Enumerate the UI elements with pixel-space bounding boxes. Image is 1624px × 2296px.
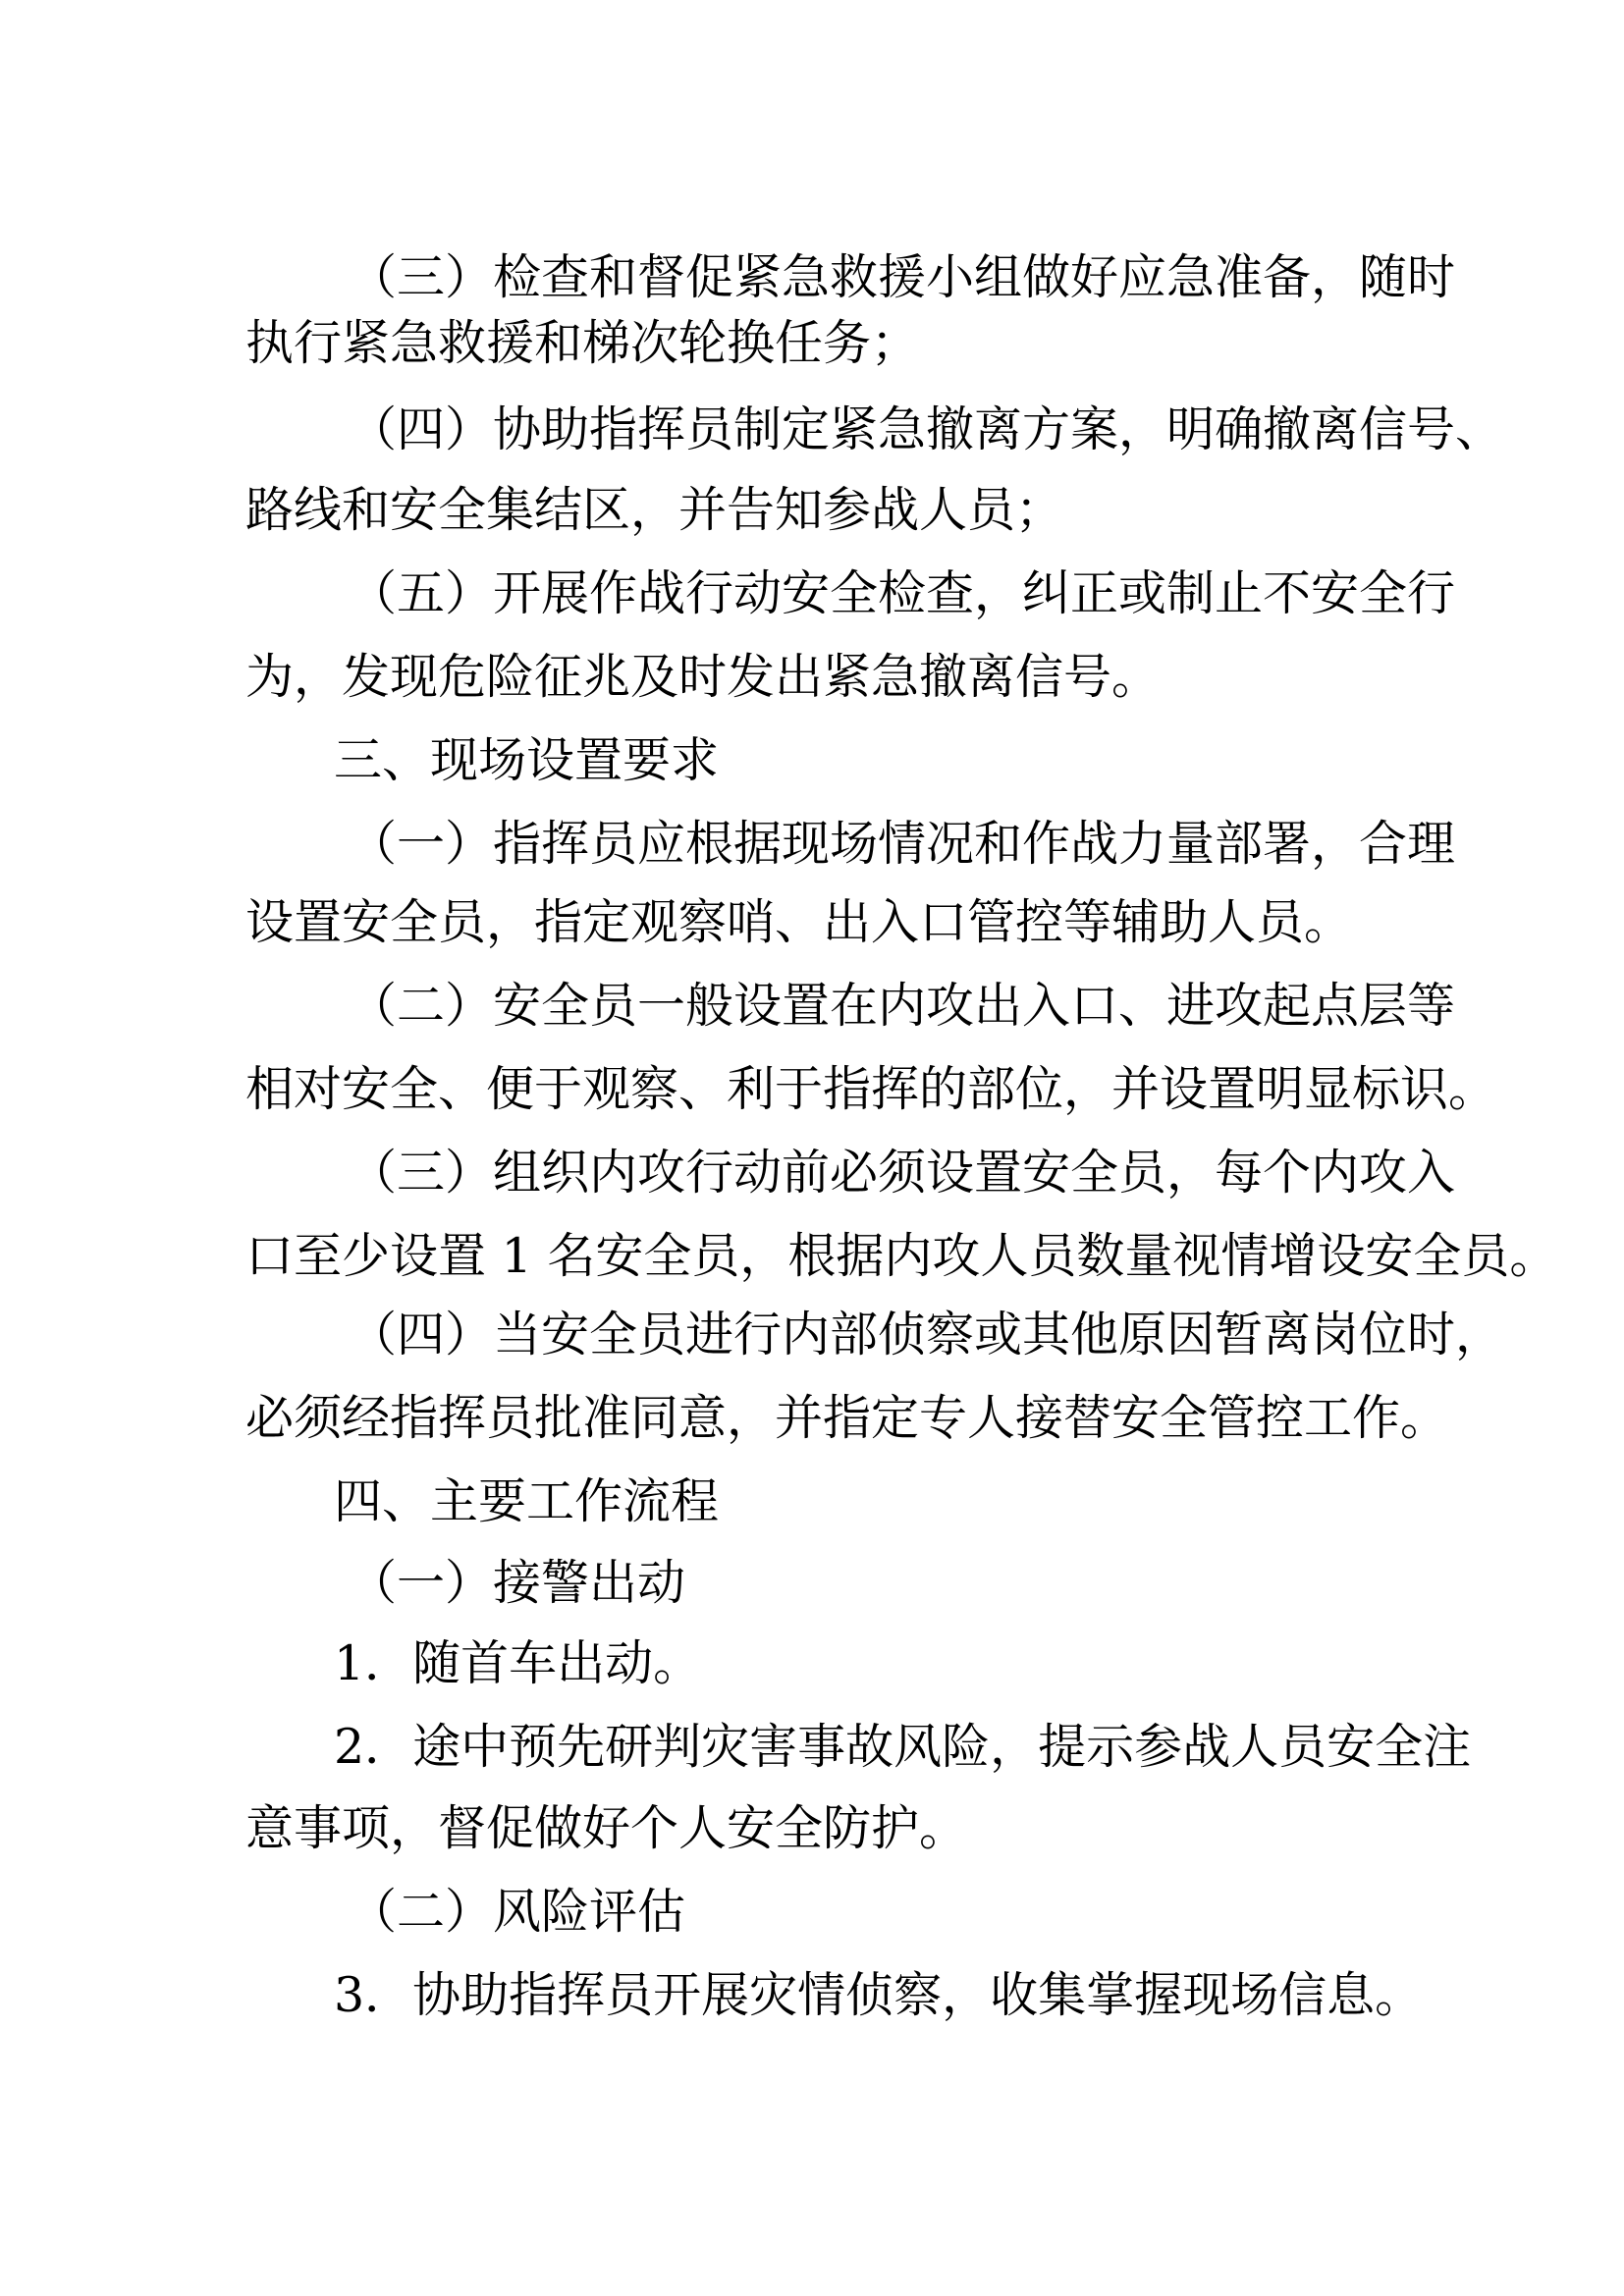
paragraph-line: 必须经指挥员批准同意，并指定专人接替安全管控工作。 xyxy=(245,1390,1449,1446)
paragraph-line: （一）指挥员应根据现场情况和作战力量部署，合理 xyxy=(349,816,1456,872)
paragraph-line: 口至少设置 1 名安全员，根据内攻人员数量视情增设安全员。 xyxy=(245,1228,1558,1284)
list-item: 1．随首车出动。 xyxy=(334,1635,702,1691)
paragraph-line: 设置安全员，指定观察哨、出入口管控等辅助人员。 xyxy=(245,894,1353,950)
subsection-heading: （二）风险评估 xyxy=(349,1884,686,1940)
list-item: 3．协助指挥员开展灾情侦察，收集掌握现场信息。 xyxy=(334,1967,1424,2023)
paragraph-line: 意事项，督促做好个人安全防护。 xyxy=(245,1800,968,1856)
paragraph-line: （五）开展作战行动安全检查，纠正或制止不安全行 xyxy=(349,565,1456,621)
paragraph-line: 执行紧急救援和梯次轮换任务； xyxy=(245,315,920,371)
list-item: 2．途中预先研判灾害事故风险，提示参战人员安全注 xyxy=(334,1719,1472,1775)
paragraph-line: （三）组织内攻行动前必须设置安全员，每个内攻入 xyxy=(349,1145,1456,1201)
paragraph-line: 路线和安全集结区，并告知参战人员； xyxy=(245,482,1064,538)
paragraph-line: （二）安全员一般设置在内攻出入口、进攻起点层等 xyxy=(349,978,1456,1034)
section-heading: 三、现场设置要求 xyxy=(334,732,720,788)
section-heading: 四、主要工作流程 xyxy=(334,1473,720,1529)
subsection-heading: （一）接警出动 xyxy=(349,1555,686,1611)
paragraph-line: （三）检查和督促紧急救援小组做好应急准备，随时 xyxy=(349,249,1456,305)
paragraph-line: 为，发现危险征兆及时发出紧急撤离信号。 xyxy=(245,649,1161,705)
paragraph-line: （四）当安全员进行内部侦察或其他原因暂离岗位时， xyxy=(349,1307,1504,1362)
paragraph-line: （四）协助指挥员制定紧急撤离方案，明确撤离信号、 xyxy=(349,401,1504,457)
paragraph-line: 相对安全、便于观察、利于指挥的部位，并设置明显标识。 xyxy=(245,1061,1497,1117)
